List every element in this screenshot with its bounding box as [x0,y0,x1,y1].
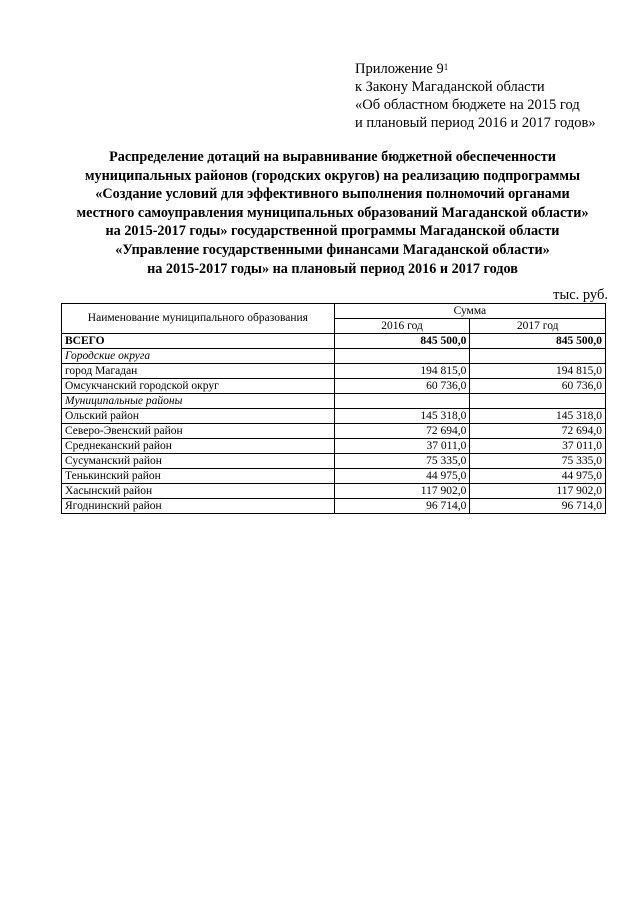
appendix-superscript: 1 [443,62,449,72]
row-2017: 145 318,0 [470,409,606,424]
appendix-line-3: «Об областном бюджете на 2015 год [355,97,580,113]
total-2017: 845 500,0 [470,334,606,349]
appendix-line-1 [355,60,625,78]
table-row [62,469,606,484]
table-header-row [62,304,606,319]
row-name: Ягоднинский район [62,499,335,514]
table-row [62,379,606,394]
empty-cell [470,394,606,409]
group-label: Городские округа [62,349,335,364]
total-row [62,334,606,349]
header-sum: Сумма [334,304,605,319]
table-row [62,364,606,379]
row-2016: 117 902,0 [334,484,470,499]
row-2016: 60 736,0 [334,379,470,394]
empty-cell [334,394,470,409]
row-name: Ольский район [62,409,335,424]
row-name: Сусуманский район [62,454,335,469]
empty-cell [334,349,470,364]
table-row [62,409,606,424]
appendix-line-2: к Закону Магаданской области [355,79,545,95]
row-2017: 96 714,0 [470,499,606,514]
header-name: Наименование муниципального образования [62,304,335,334]
row-2016: 75 335,0 [334,454,470,469]
row-2017: 194 815,0 [470,364,606,379]
title-line: муниципальных районов (городских округов) на реализацию подпрограммы [84,167,581,184]
table-row [62,499,606,514]
total-label: ВСЕГО [62,334,335,349]
row-2017: 60 736,0 [470,379,606,394]
header-2016: 2016 год [334,319,470,334]
appendix-line-4: и плановый период 2016 и 2017 годов» [355,115,596,131]
row-2017: 117 902,0 [470,484,606,499]
group-row [62,394,606,409]
row-2016: 145 318,0 [334,409,470,424]
table-row [62,484,606,499]
title-line: «Управление государственными финансами Магаданской области» [115,241,550,258]
table-row [62,424,606,439]
row-2016: 37 011,0 [334,439,470,454]
row-name: Тенькинский район [62,469,335,484]
row-2016: 194 815,0 [334,364,470,379]
row-2016: 72 694,0 [334,424,470,439]
title-line: «Создание условий для эффективного выполнения полномочий органами [95,186,570,203]
row-2017: 72 694,0 [470,424,606,439]
subsidy-table [61,303,606,514]
row-name: Среднеканский район [62,439,335,454]
document-title [60,148,605,278]
row-name: Северо-Эвенский район [62,424,335,439]
row-2017: 44 975,0 [470,469,606,484]
table-row [62,454,606,469]
title-line: на 2015-2017 годы» на плановый период 2016 и 2017 годов [147,260,518,277]
header-2017: 2017 год [470,319,606,334]
appendix-header [355,60,625,132]
group-label: Муниципальные районы [62,394,335,409]
row-name: Омсукчанский городской округ [62,379,335,394]
total-2016: 845 500,0 [334,334,470,349]
row-2017: 75 335,0 [470,454,606,469]
table-row [62,439,606,454]
row-2016: 96 714,0 [334,499,470,514]
empty-cell [470,349,606,364]
row-2016: 44 975,0 [334,469,470,484]
row-name: Хасынский район [62,484,335,499]
row-name: город Магадан [62,364,335,379]
title-line: Распределение дотаций на выравнивание бюджетной обеспеченности [109,149,556,165]
title-line: местного самоуправления муниципальных образований Магаданской области» [76,204,589,221]
group-row [62,349,606,364]
units-label: тыс. руб. [553,287,608,303]
row-2017: 37 011,0 [470,439,606,454]
title-line: на 2015-2017 годы» государственной программы Магаданской области [105,223,560,240]
appendix-number: Приложение 9 [355,61,444,77]
